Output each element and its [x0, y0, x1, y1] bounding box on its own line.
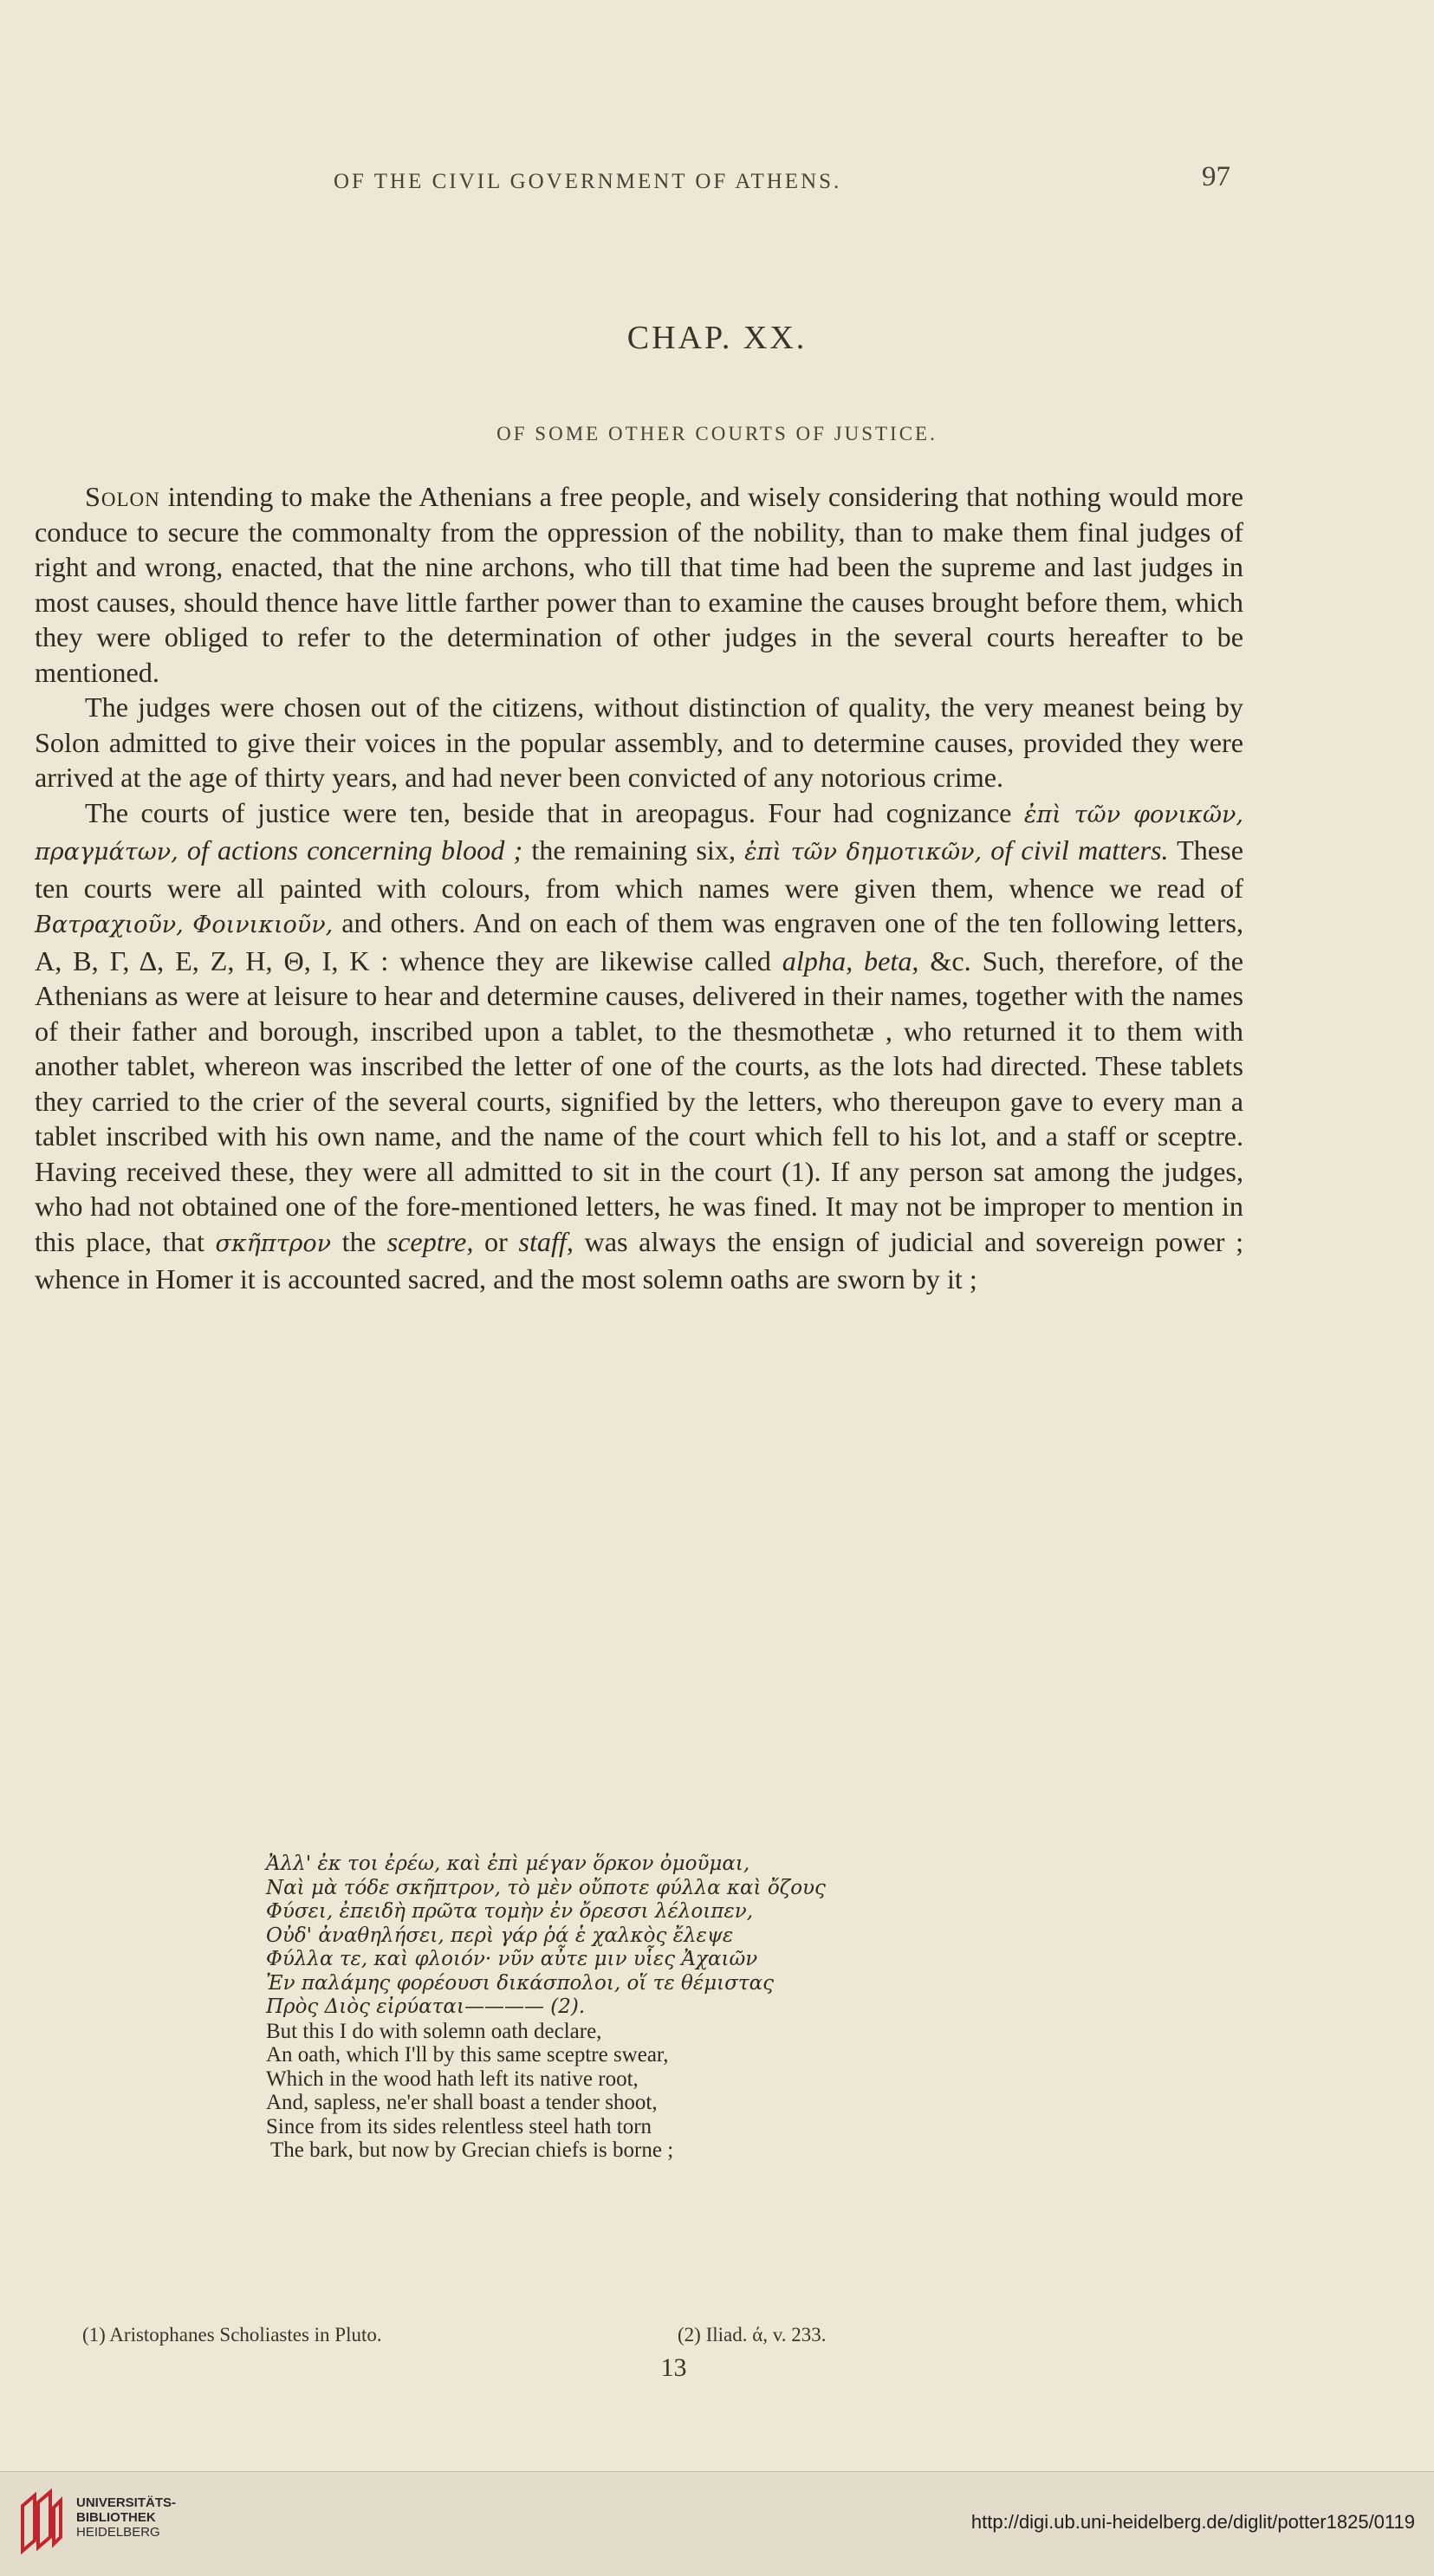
greek-text: σκῆπτρον	[215, 1230, 332, 1257]
english-verse-line: The bark, but now by Grecian chiefs is borne ;	[270, 2138, 674, 2162]
library-name-line: UNIVERSITÄTS-	[76, 2495, 177, 2510]
italic-text: of civil matters.	[982, 834, 1169, 866]
english-verse-line: Since from its sides relentless steel hath torn	[266, 2114, 652, 2138]
italic-text: staff,	[518, 1225, 574, 1257]
english-verse-line: And, sapless, ne'er shall boast a tender shoot,	[266, 2091, 658, 2114]
footnote-2: (2) Iliad. ά, v. 233.	[678, 2324, 827, 2346]
text-run: the remaining six,	[522, 834, 745, 866]
running-head: OF THE CIVIL GOVERNMENT OF ATHENS.	[334, 170, 842, 193]
paragraph	[35, 690, 1243, 795]
greek-verse-line: Οὐδ' ἀναθηλήσει, περὶ γάρ ῥά ἑ χαλκὸς ἔλεψε	[266, 1924, 734, 1947]
paragraph	[35, 795, 1243, 1297]
greek-verse-line: Πρὸς Διὸς εἰρύαται———— (2).	[266, 1995, 586, 2018]
paragraph	[35, 479, 1243, 690]
text-run: The courts of justice were ten, beside that in areopagus. Four had cognizance	[85, 796, 1024, 828]
english-verse-line: Which in the wood hath left its native root,	[266, 2067, 639, 2091]
text-run: and others. And on each of them was engraven one of the ten following letters, Α, Β, Γ, Δ, Ε, Ζ, Η, Θ, Ι, Κ : whence they are likewise called	[35, 907, 1244, 977]
greek-verse-line: Ναὶ μὰ τόδε σκῆπτρον, τὸ μὲν οὔποτε φύλλα καὶ ὄζους	[266, 1876, 826, 1899]
italic-text: sceptre,	[386, 1225, 474, 1257]
lead-word: Solon	[85, 481, 160, 512]
greek-verse-line: Φύσει, ἐπειδὴ πρῶτα τομὴν ἐν ὄρεσσι λέλοιπεν,	[266, 1900, 754, 1923]
page-number: 97	[1202, 161, 1230, 192]
greek-text: Βατραχιοῦν, Φοινικιοῦν,	[35, 912, 334, 938]
chapter-subtitle: OF SOME OTHER COURTS OF JUSTICE.	[496, 423, 938, 444]
greek-text: ἐπὶ τῶν δημοτικῶν,	[744, 839, 983, 866]
paragraph-text: The judges were chosen out of the citizens, without distinction of quality, the very meanest being by Solon admitted to give their voices in the popular assembly, and to determine causes, provided they were arrived at the age of thirty years, and had never been convicted of any notorious crime.	[35, 691, 1243, 793]
body-text	[35, 479, 1243, 1297]
chapter-title: CHAP. XX.	[626, 320, 808, 356]
library-name-line: HEIDELBERG	[76, 2525, 160, 2540]
greek-verse-line: Ἐν παλάμης φορέουσι δικάσπολοι, οἵ τε θέμιστας	[266, 1971, 775, 1995]
source-url-link[interactable]: http://digi.ub.uni-heidelberg.de/diglit/potter1825/0119	[970, 2511, 1415, 2533]
university-library-logo-icon[interactable]	[16, 2487, 66, 2558]
text-run: the	[331, 1225, 387, 1257]
english-verse-line: An oath, which I'll by this same sceptre swear,	[266, 2043, 669, 2067]
greek-verse-line: Φύλλα τε, καὶ φλοιόν· νῦν αὖτε μιν υἷες Ἀχαιῶν	[266, 1948, 758, 1970]
footnote-1: (1) Aristophanes Scholiastes in Pluto.	[82, 2324, 382, 2346]
printer-signature: 13	[660, 2353, 687, 2382]
italic-text: alpha, beta,	[782, 944, 919, 977]
italic-text: of actions concerning blood ;	[178, 834, 523, 866]
library-name-line: BIBLIOTHEK	[76, 2510, 156, 2525]
text-run: or	[473, 1225, 519, 1257]
english-verse-line: But this I do with solemn oath declare,	[266, 2019, 602, 2043]
paragraph-text: intending to make the Athenians a free people, and wisely considering that nothing would more conduce to secure the commonalty from the oppression of the nobility, than to make them final judges of right and wrong, enacted, that the nine archons, who till that time had been the supreme and last judges in most causes, should thence have little farther power than to examine the causes brought before them, which they were obliged to refer to the determination of other judges in the several courts hereafter to be mentioned.	[35, 481, 1243, 688]
text-run: These ten courts were all painted with colours, from which names were given them, whence we read of	[35, 834, 1243, 904]
library-name	[76, 2495, 176, 2540]
verse-quotation	[266, 1853, 1028, 2163]
text-run: &c. Such, therefore, of the Athenians as were at leisure to hear and determine causes, delivered in their names, together with the names of their father and borough, inscribed upon a tablet, to the thesmothetæ , who returned it to them with another tablet, whereon was inscribed the letter of one of the courts, as the lots had directed. These tablets they carried to the crier of the several courts, signified by the letters, who thereupon gave to every man a tablet inscribed with his own name, and the name of the court which fell to his lot, and a staff or sceptre. Having received these, they were all admitted to sit in the court (1). If any person sat among the judges, who had not obtained one of the fore-mentioned letters, he was fined. It may not be improper to mention in this place, that	[35, 944, 1244, 1257]
greek-text: ἐπὶ τῶν φονικῶν, πραγμάτων,	[35, 801, 1244, 866]
text-run: was always the ensign of judicial and sovereign power ; whence in Homer it is accounted sacred, and the most solemn oaths are sworn by it ;	[35, 1225, 1244, 1294]
greek-verse-line: Ἀλλ' ἐκ τοι ἐρέω, καὶ ἐπὶ μέγαν ὅρκον ὀμοῦμαι,	[266, 1853, 750, 1875]
